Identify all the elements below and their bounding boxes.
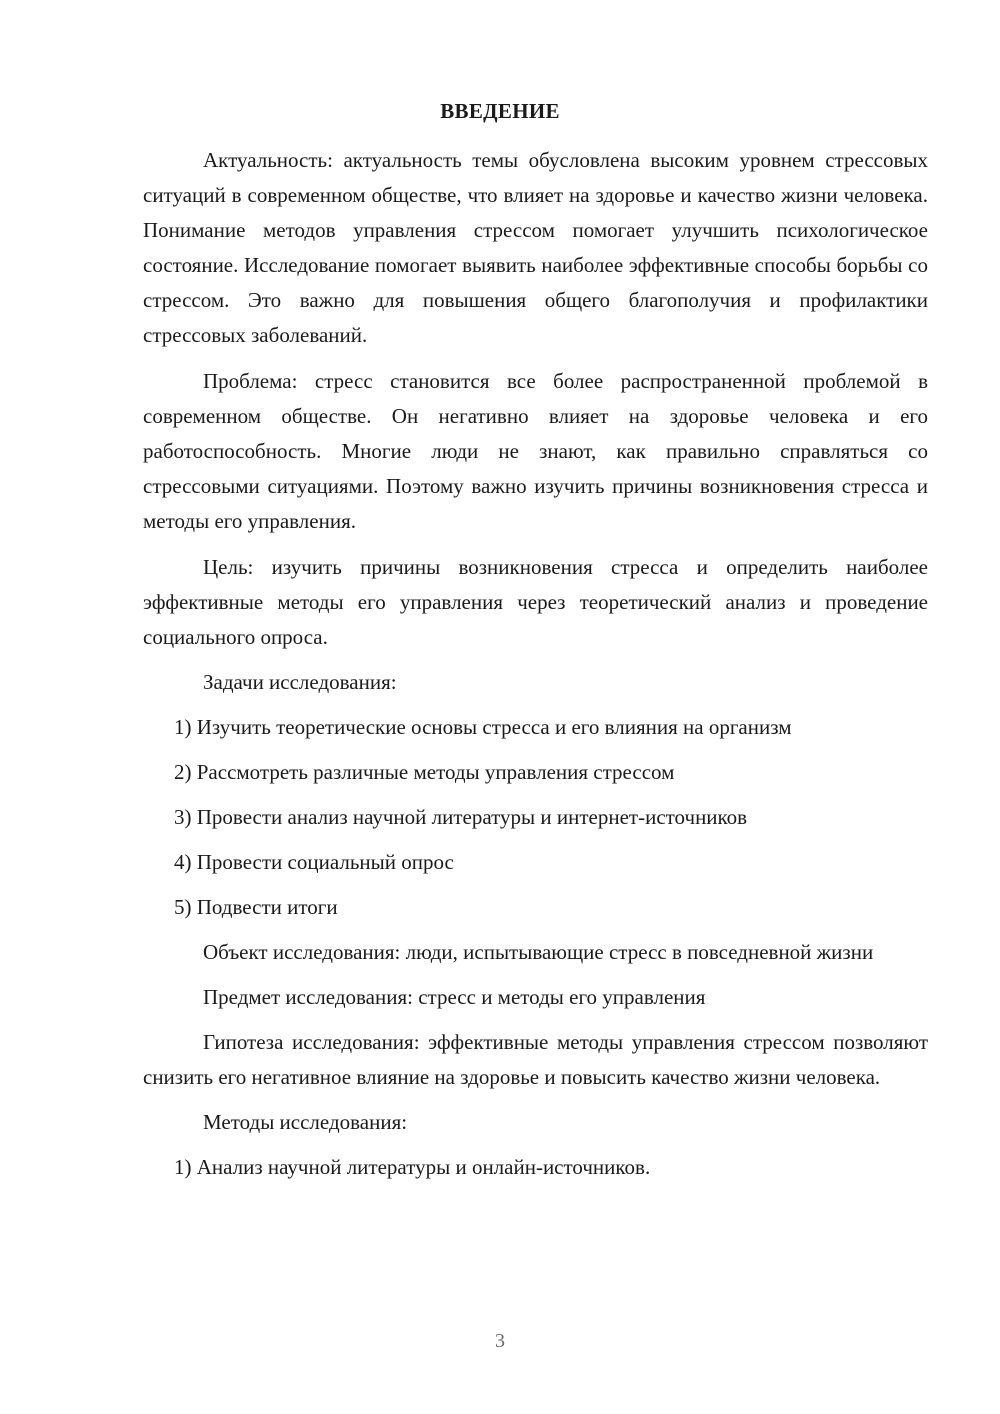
list-item: 5) Подвести итоги <box>174 895 338 919</box>
methods-heading: Методы исследования: <box>203 1110 408 1134</box>
page-number: 3 <box>495 1330 505 1352</box>
document-body <box>143 143 928 1185</box>
list-item: 3) Провести анализ научной литературы и интернет-источников <box>174 805 748 829</box>
paragraph-problem: Проблема: стресс становится все более распространенной проблемой в современном обществе. Он негативно влияет на здоровье человека и его работоспособность. Многие люди не знают, как правильно справляться со стрессовыми ситуациями. Поэтому важно изучить причины возникновения стресса и методы его управления. <box>143 369 928 533</box>
page-title: ВВЕДЕНИЕ <box>440 99 560 123</box>
paragraph-object: Объект исследования: люди, испытывающие стресс в повседневной жизни <box>203 940 874 964</box>
tasks-heading: Задачи исследования: <box>203 670 397 694</box>
methods-list <box>143 1150 928 1185</box>
list-item: 2) Рассмотреть различные методы управления стрессом <box>174 760 675 784</box>
paragraph-relevance: Актуальность: актуальность темы обусловлена высоким уровнем стрессовых ситуаций в современном обществе, что влияет на здоровье и качество жизни человека. Понимание методов управления стрессом помогает улучшить психологическое состояние. Исследование помогает выявить наиболее эффективные способы борьбы со стрессом. Это важно для повышения общего благополучия и профилактики стрессовых заболеваний. <box>143 148 928 347</box>
list-item: 4) Провести социальный опрос <box>174 850 454 874</box>
list-item: 1) Изучить теоретические основы стресса и его влияния на организм <box>174 715 792 739</box>
paragraph-subject: Предмет исследования: стресс и методы его управления <box>203 985 706 1009</box>
paragraph-hypothesis: Гипотеза исследования: эффективные методы управления стрессом позволяют снизить его негативное влияние на здоровье и повысить качество жизни человека. <box>143 1030 928 1089</box>
paragraph-goal: Цель: изучить причины возникновения стресса и определить наиболее эффективные методы его управления через теоретический анализ и проведение социального опроса. <box>143 555 928 649</box>
tasks-list <box>143 710 928 925</box>
list-item: 1) Анализ научной литературы и онлайн-источников. <box>174 1155 651 1179</box>
